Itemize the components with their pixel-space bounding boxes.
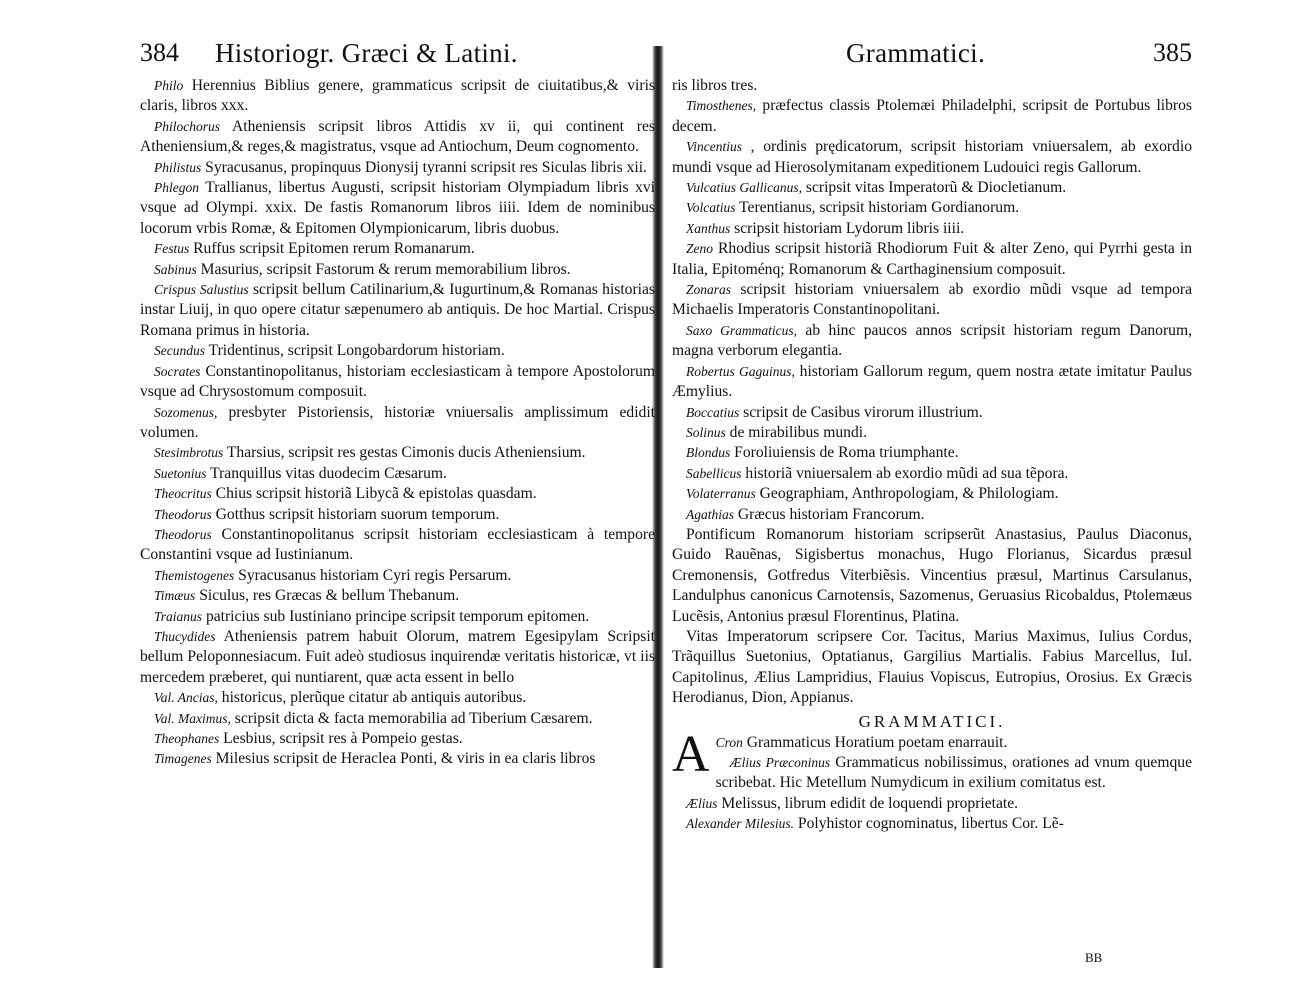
entry-text: ab hinc paucos annos scripsit historiam regum Danorum, magna verborum elegantia. bbox=[672, 321, 1192, 360]
entry bbox=[140, 525, 655, 566]
entry bbox=[140, 362, 655, 403]
entry bbox=[140, 566, 655, 586]
entry bbox=[140, 158, 655, 178]
entry-text: scripsit de Casibus virorum illustrium. bbox=[743, 403, 983, 421]
entry-name: Zonaras bbox=[686, 282, 732, 298]
entry-text: , ordinis prędicatorum, scripsit historiam vniuersalem, ab exordio mundi vsque ad Hierosolymitanam expeditionem Ludouici regis Gallorum. bbox=[672, 138, 1192, 176]
left-page bbox=[140, 38, 655, 978]
entry-name: Xanthus bbox=[686, 220, 731, 236]
entry bbox=[140, 341, 655, 361]
entry bbox=[140, 505, 655, 525]
entry-text: Masurius, scripsit Fastorum & rerum memorabilium libros. bbox=[200, 260, 571, 278]
entry bbox=[140, 607, 655, 627]
entry-name: Volaterranus bbox=[686, 486, 756, 502]
entry-text: Trallianus, libertus Augusti, scripsit historiam Olympiadum libris xvi vsque ad Olympi. xxix. De fastis Romanorum libros iiii. Idem de nominibus locorum vrbis Romæ, & Epitomen Olympionicarum, libris duobus. bbox=[140, 179, 655, 237]
entry-name: Cron bbox=[715, 734, 743, 750]
entry-text: Syracusanus historiam Cyri regis Persarum. bbox=[238, 566, 512, 584]
entry bbox=[140, 749, 655, 769]
entry bbox=[672, 280, 1192, 321]
entry-text: Rhodius scripsit historiã Rhodiorum Fuit & alter Zeno, qui Pyrrhi gesta in Italia, Epitoménq; Romanorum & Carthaginensium composuit. bbox=[672, 240, 1192, 278]
right-page-body bbox=[672, 76, 1192, 835]
entry-text: Gotthus scripsit historiam suorum temporum. bbox=[215, 505, 500, 523]
entry bbox=[672, 239, 1192, 280]
entry-name: Socrates bbox=[154, 363, 201, 379]
entry-text: Tranquillus vitas duodecim Cæsarum. bbox=[210, 464, 447, 482]
signature-mark: BB bbox=[1085, 950, 1103, 965]
entry-name: Zeno bbox=[686, 241, 713, 257]
entry-name: Solinus bbox=[686, 424, 726, 440]
entry-text: Constantinopolitanus scripsit historiam ecclesiasticam à tempore Constantini vsque ad Iustinianum. bbox=[140, 525, 655, 564]
entry-text: historiam Gallorum regum, quem nostra ætate imitatur Paulus Æmylius. bbox=[672, 362, 1192, 401]
entry bbox=[140, 260, 655, 280]
entry-name: Timagenes bbox=[154, 751, 212, 767]
entry-text: Ruffus scripsit Epitomen rerum Romanarum. bbox=[193, 240, 475, 258]
entry bbox=[672, 794, 1192, 814]
entry bbox=[672, 627, 1192, 709]
entry-name: Boccatius bbox=[686, 404, 740, 420]
entry bbox=[140, 709, 655, 729]
entry-text: scripsit historiam Lydorum libris iiii. bbox=[734, 219, 965, 237]
right-page-header bbox=[672, 38, 1192, 76]
entry bbox=[140, 403, 655, 444]
entry-name: Sabinus bbox=[154, 261, 197, 277]
right-entries bbox=[672, 96, 1192, 708]
entry-text: Vitas Imperatorum scripsere Cor. Tacitus, Marius Maximus, Iulius Cordus, Trãquillus Suetonius, Optatianus, Gargilius Martialis. Fabius Marcellus, Iul. Capitolinus, Ælius Lampridius, Flauius Vopiscus, Eutropius, Orosius. Ex Græcis Herodianus, Dion, Appianus. bbox=[672, 627, 1192, 707]
entry-text: scripsit historiam vniuersalem ab exordio mũdi vsque ad tempora Michaelis Imperatoris Constantinopolitani. bbox=[672, 281, 1192, 319]
entry bbox=[140, 484, 655, 504]
entry-name: Festus bbox=[154, 241, 190, 257]
entry bbox=[672, 96, 1192, 137]
entry-name: Philochorus bbox=[154, 118, 220, 134]
entry-name: Secundus bbox=[154, 343, 205, 359]
grammatici-entries bbox=[672, 725, 1192, 835]
entry-text: scripsit vitas Imperatorũ & Diocletianum. bbox=[805, 179, 1067, 197]
entry-name: Philistus bbox=[154, 159, 202, 175]
entry-name: Saxo Grammaticus, bbox=[686, 322, 797, 338]
entry-text: Tharsius, scripsit res gestas Cimonis ducis Atheniensium. bbox=[226, 444, 586, 462]
entry-text: Græcus historiam Francorum. bbox=[737, 505, 925, 523]
entry-name: Ælius bbox=[686, 795, 718, 811]
entry-name: Themistogenes bbox=[154, 567, 235, 583]
entry-text: Herennius Biblius genere, grammaticus scripsit de ciuitatibus,& viris claris, libros xxx. bbox=[140, 77, 655, 115]
entry bbox=[140, 239, 655, 259]
entry bbox=[672, 137, 1192, 178]
entry-name: Crispus Salustius bbox=[154, 282, 249, 298]
entry-text: præfectus classis Ptolemæi Philadelphi, scripsit de Portubus libros decem. bbox=[672, 97, 1192, 135]
entry-name: Robertus Gaguinus, bbox=[686, 363, 795, 379]
entry bbox=[672, 423, 1192, 443]
entry-name: Theophanes bbox=[154, 731, 220, 746]
left-page-number: 384 bbox=[140, 38, 179, 67]
entry-text: Tridentinus, scripsit Longobardorum historiam. bbox=[208, 342, 505, 360]
entry-text: Constantinopolitanus, historiam ecclesiasticam à tempore Apostolorum vsque ad Chrysostomum composuit. bbox=[140, 362, 655, 401]
right-page bbox=[672, 38, 1192, 978]
entry-text: Chius scripsit historiã Libycã & epistolas quasdam. bbox=[215, 485, 537, 503]
entry-name: Agathias bbox=[686, 506, 735, 522]
entry-text: Grammaticus Horatium poetam enarrauit. bbox=[746, 733, 1008, 751]
entry-text: Atheniensis patrem habuit Olorum, matrem Egesipylam Scripsit bellum Peloponnesiacum. Fuit adeò studiosus inquirendæ veritatis historicæ, vt iis mercedem præberet, qui nuntiarent, quæ acta essent in bello bbox=[140, 627, 655, 686]
entry-text: Melissus, librum edidit de loquendi proprietate. bbox=[721, 794, 1019, 812]
entry-name: Blondus bbox=[686, 445, 731, 461]
entry-text: Geographiam, Anthropologiam, & Philologiam. bbox=[759, 485, 1059, 503]
entry bbox=[672, 753, 1192, 794]
entry-name: Theocritus bbox=[154, 486, 212, 502]
entry bbox=[672, 178, 1192, 198]
entry-name: Vulcatius Gallicanus, bbox=[686, 180, 802, 196]
entry-text: Terentianus, scripsit historiam Gordianorum. bbox=[739, 199, 1020, 217]
entry-text: scripsit bellum Catilinarium,& Iugurtinum,& Romanas historias instar Liuij, in quo opere citatur sæpenumero ab antiquis. De hoc Martial. Crispus Romana primus in historia. bbox=[140, 281, 655, 339]
entry bbox=[140, 586, 655, 606]
entry bbox=[672, 814, 1192, 834]
entry-text: Milesius scripsit de Heraclea Ponti, & viris in ea claris libros bbox=[215, 750, 596, 768]
entry-name: Suetonius bbox=[154, 465, 207, 481]
entry-name: Vincentius bbox=[686, 139, 742, 155]
entry-name: Val. Ancias, bbox=[154, 690, 218, 706]
entry bbox=[140, 464, 655, 484]
entry-text: Polyhistor cognominatus, libertus Cor. Lẽ- bbox=[797, 815, 1064, 833]
entry-name: Philo bbox=[154, 78, 184, 93]
entry-text: Foroliuiensis de Roma triumphante. bbox=[734, 444, 959, 462]
entry bbox=[140, 117, 655, 158]
entry-text: Siculus, res Græcas & bellum Thebanum. bbox=[199, 587, 460, 605]
entry bbox=[140, 76, 655, 117]
entry bbox=[672, 362, 1192, 403]
entry bbox=[672, 198, 1192, 218]
entry bbox=[672, 464, 1192, 484]
left-running-head: Historiogr. Græci & Latini. bbox=[215, 38, 518, 68]
left-page-header bbox=[140, 38, 655, 76]
right-running-head: Grammatici. bbox=[846, 38, 985, 68]
drop-cap: A bbox=[672, 725, 710, 783]
entry-name: Val. Maximus, bbox=[154, 710, 231, 726]
entry-name: Alexander Milesius. bbox=[686, 816, 794, 832]
entry bbox=[140, 280, 655, 341]
entry bbox=[140, 688, 655, 708]
entry-text: historiã vniuersalem ab exordio mũdi ad sua tẽpora. bbox=[745, 464, 1069, 482]
entry-text: de mirabilibus mundi. bbox=[729, 423, 867, 441]
entry-text: scripsit dicta & facta memorabilia ad Tiberium Cæsarem. bbox=[234, 709, 593, 727]
entry-text: Atheniensis scripsit libros Attidis xv ii, qui continent res Atheniensium,& reges,& magistratus, vsque ad Antiochum, Deum cognomento. bbox=[140, 117, 655, 156]
entry-text: Pontificum Romanorum historiam scripserũt Anastasius, Paulus Diaconus, Guido Rauẽnas, Sigisbertus monachus, Hugo Florianus, Sicardus præsul Cremonensis, Gotfredus Viterbiẽsis. Vincentius præsul, Martinus Carsulanus, Landulphus canonicus Carnotensis, Sazomenus, Geruasius Ricobaldus, Ptolemæus Lucẽsis, Antonius præsul Florentinus, Platina. bbox=[672, 525, 1192, 625]
entry-name: Sabellicus bbox=[686, 465, 742, 481]
entry-name: Timosthenes, bbox=[686, 98, 757, 114]
section-title: GRAMMATICI. bbox=[858, 711, 1006, 731]
entry-text: historicus, plerũque citatur ab antiquis autoribus. bbox=[221, 689, 527, 707]
entry bbox=[140, 729, 655, 749]
entry-text: presbyter Pistoriensis, historiæ vniuersalis amplissimum edidit volumen. bbox=[140, 403, 655, 441]
entry-name: Theodorus bbox=[154, 526, 212, 542]
entry-text: Lesbius, scripsit res à Pompeio gestas. bbox=[223, 730, 463, 747]
entry-name: Theodorus bbox=[154, 506, 212, 522]
continuation-line: ris libros tres. bbox=[672, 77, 758, 94]
entry-name: Ælius Præconinus bbox=[729, 755, 831, 770]
entry bbox=[672, 443, 1192, 463]
entry bbox=[672, 505, 1192, 525]
entry bbox=[672, 219, 1192, 239]
entry-text: Grammaticus nobilissimus, orationes ad vnum quemque scribebat. Hic Metellum Numydicum in exilium comitatus est. bbox=[715, 754, 1192, 792]
entry bbox=[672, 484, 1192, 504]
entry-name: Phlegon bbox=[154, 180, 199, 196]
entry bbox=[140, 627, 655, 688]
entry-text: Syracusanus, propinquus Dionysij tyranni scripsit res Siculas libris xii. bbox=[205, 158, 647, 176]
left-page-body bbox=[140, 76, 655, 770]
entry-name: Sozomenus, bbox=[154, 404, 218, 420]
entry bbox=[672, 321, 1192, 362]
entry-name: Stesimbrotus bbox=[154, 445, 224, 461]
entry-name: Thucydides bbox=[154, 628, 216, 644]
entry bbox=[672, 525, 1192, 627]
entry-text: patricius sub Iustiniano principe scripsit temporum epitomen. bbox=[205, 607, 590, 625]
entry bbox=[140, 443, 655, 463]
entry bbox=[140, 178, 655, 239]
entry-name: Timæus bbox=[154, 588, 196, 604]
entry-name: Traianus bbox=[154, 608, 203, 624]
entry-name: Volcatius bbox=[686, 200, 736, 216]
right-page-number: 385 bbox=[1153, 38, 1192, 67]
entry bbox=[672, 403, 1192, 423]
